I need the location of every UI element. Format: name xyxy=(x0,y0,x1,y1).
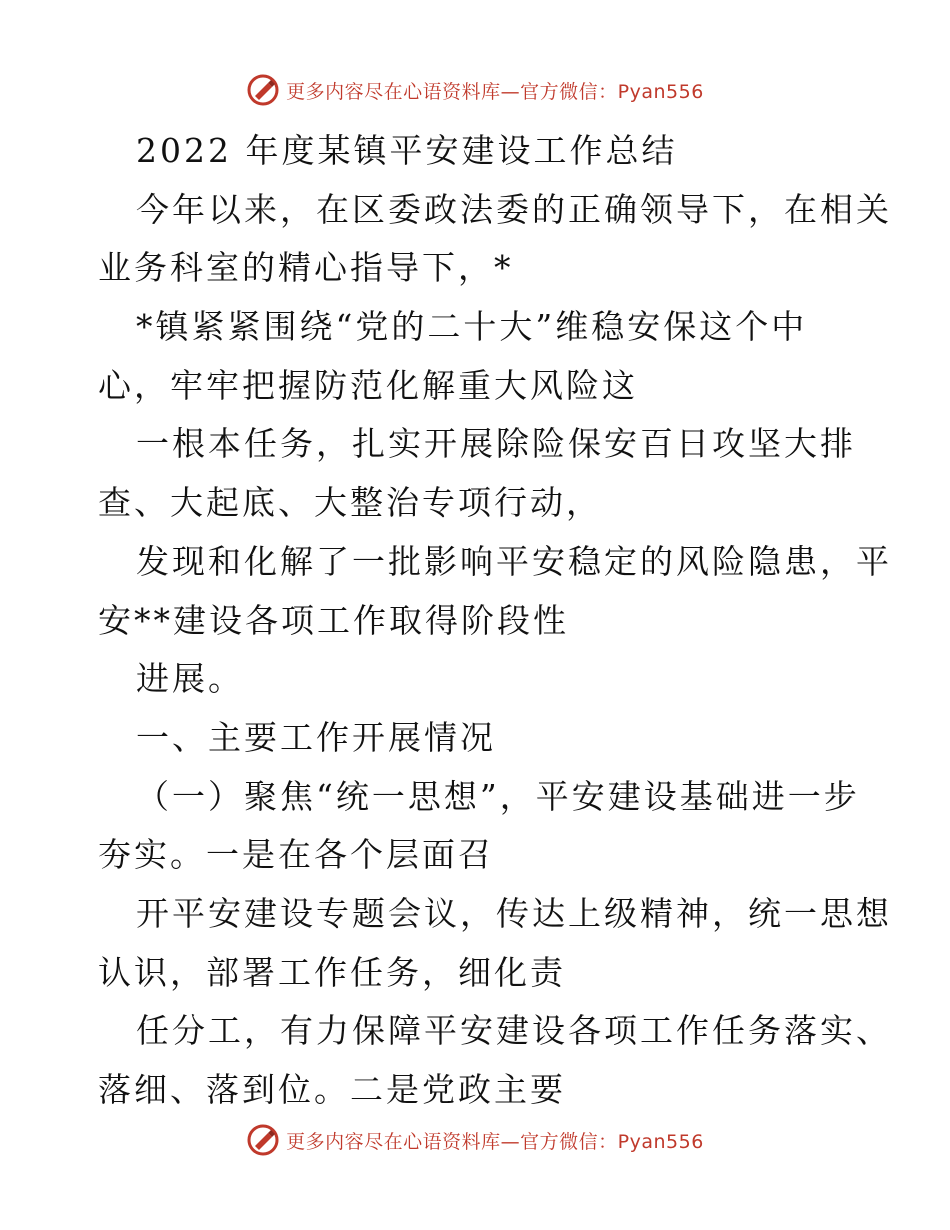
header-banner-text: 更多内容尽在心语资料库—官方微信：Pyan556 xyxy=(286,80,704,103)
document-body xyxy=(98,122,892,1120)
footer-watermark-banner xyxy=(0,1120,950,1160)
paragraph-line: 今年以来，在区委政法委的正确领导下，在相关 xyxy=(136,189,892,229)
header-watermark-banner xyxy=(0,70,950,110)
document-title: 2022 年度某镇平安建设工作总结 xyxy=(136,131,678,170)
paragraph-line: 夯实。一是在各个层面召 xyxy=(98,835,494,875)
paragraph-line: 发现和化解了一批影响平安稳定的风险隐患，平 xyxy=(136,541,892,581)
paragraph-line: 查、大起底、大整治专项行动， xyxy=(98,483,602,523)
section-heading: 一、主要工作开展情况 xyxy=(136,717,496,757)
paragraph-line: 认识，部署工作任务，细化责 xyxy=(98,952,566,992)
subsection-heading: （一）聚焦“统一思想”，平安建设基础进一步 xyxy=(136,776,860,816)
paragraph-line: 任分工，有力保障平安建设各项工作任务落实、 xyxy=(136,1011,892,1051)
paragraph-line: 安**建设各项工作取得阶段性 xyxy=(98,600,569,640)
paragraph-line: 一根本任务，扎实开展除险保安百日攻坚大排 xyxy=(136,424,856,464)
paragraph-line: 落细、落到位。二是党政主要 xyxy=(98,1070,566,1109)
footer-banner-text: 更多内容尽在心语资料库—官方微信：Pyan556 xyxy=(286,1130,704,1153)
paragraph-line: 业务科室的精心指导下，* xyxy=(98,248,514,288)
brand-logo-icon xyxy=(246,73,280,107)
paragraph-line: 开平安建设专题会议，传达上级精神，统一思想 xyxy=(136,893,892,933)
paragraph-line: 进展。 xyxy=(136,659,244,699)
paragraph-line: 心，牢牢把握防范化解重大风险这 xyxy=(98,365,638,405)
brand-logo-icon xyxy=(246,1123,280,1157)
paragraph-line: *镇紧紧围绕“党的二十大”维稳安保这个中 xyxy=(136,307,808,347)
